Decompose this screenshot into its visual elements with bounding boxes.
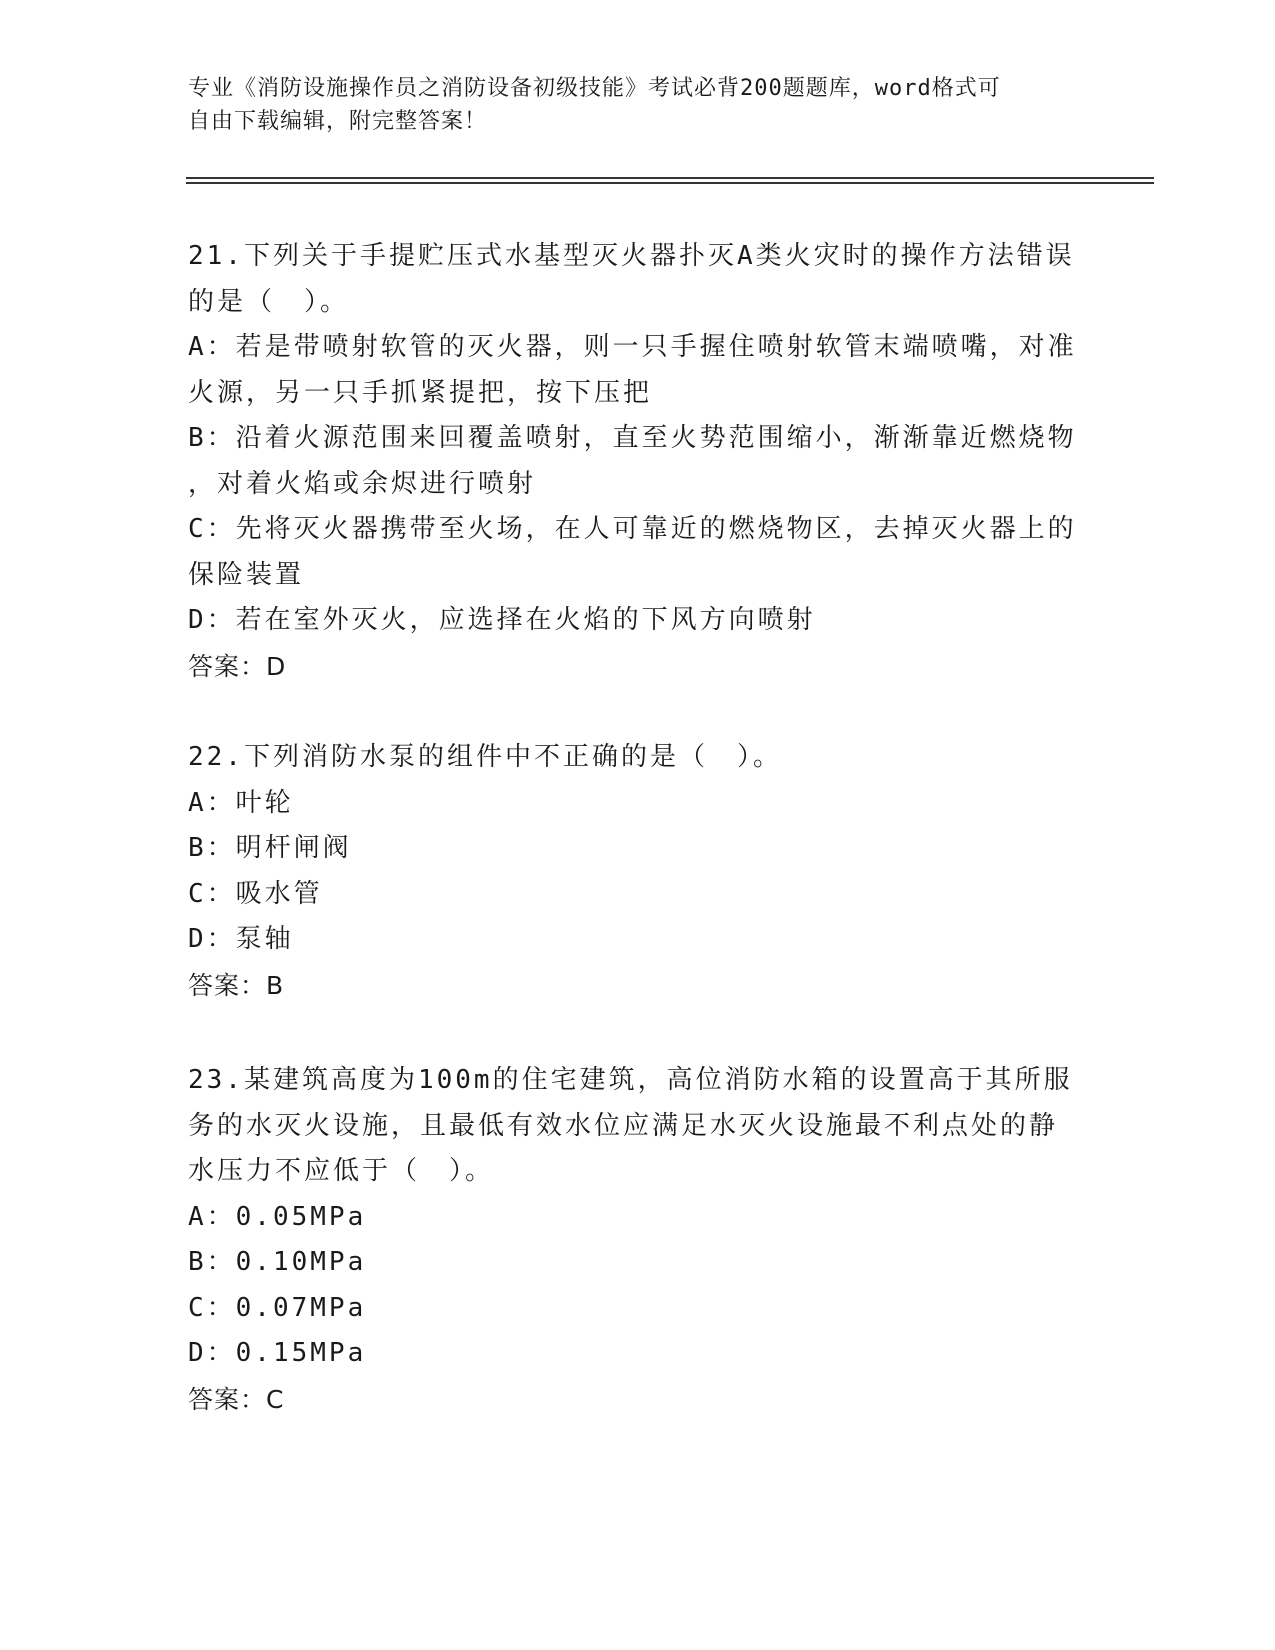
answer: 答案：B — [188, 970, 285, 1000]
option-a: 火源，另一只手抓紧提把，按下压把 — [188, 377, 653, 408]
option-a: A：0.05MPa — [188, 1201, 367, 1232]
question-22 — [188, 735, 1088, 1008]
question-stem: 水压力不应低于（ ）。 — [188, 1156, 495, 1186]
option-d: D：若在室外灭火，应选择在火焰的下风方向喷射 — [188, 605, 816, 635]
header-divider-top — [186, 177, 1154, 179]
header-divider-bottom — [186, 182, 1154, 184]
header-line: 专业《消防设施操作员之消防设备初级技能》考试必背200题题库，word格式可 — [188, 76, 1001, 101]
option-b: B：0.10MPa — [188, 1247, 367, 1277]
option-a: A：若是带喷射软管的灭火器，则一只手握住喷射软管末端喷嘴，对准 — [188, 332, 1077, 362]
option-d: D：0.15MPa — [188, 1338, 367, 1368]
option-a: A：叶轮 — [188, 787, 294, 818]
option-d: D：泵轴 — [188, 924, 294, 954]
option-c: C：吸水管 — [188, 878, 323, 909]
answer: 答案：C — [188, 1384, 285, 1414]
document-header — [188, 72, 1088, 138]
question-23 — [188, 1058, 1088, 1422]
option-c: C：0.07MPa — [188, 1292, 367, 1323]
question-stem: 23.某建筑高度为100m的住宅建筑，高位消防水箱的设置高于其所服 — [188, 1065, 1073, 1095]
question-stem: 务的水灭火设施，且最低有效水位应满足水灭火设施最不利点处的静 — [188, 1110, 1059, 1141]
answer: 答案：D — [188, 651, 287, 681]
option-b: B：沿着火源范围来回覆盖喷射，直至火势范围缩小，渐渐靠近燃烧物 — [188, 423, 1077, 453]
option-b: B：明杆闸阀 — [188, 833, 352, 863]
question-stem: 21.下列关于手提贮压式水基型灭火器扑灭A类火灾时的操作方法错误 — [188, 241, 1075, 271]
option-b: ，对着火焰或余烬进行喷射 — [188, 468, 537, 499]
question-21 — [188, 234, 1088, 689]
header-line: 自由下载编辑，附完整答案！ — [188, 109, 488, 134]
option-c: 保险装置 — [188, 559, 305, 590]
option-c: C：先将灭火器携带至火场，在人可靠近的燃烧物区，去掉灭火器上的 — [188, 514, 1077, 544]
question-stem: 的是（ ）。 — [188, 286, 350, 317]
question-stem: 22.下列消防水泵的组件中不正确的是（ ）。 — [188, 742, 782, 772]
